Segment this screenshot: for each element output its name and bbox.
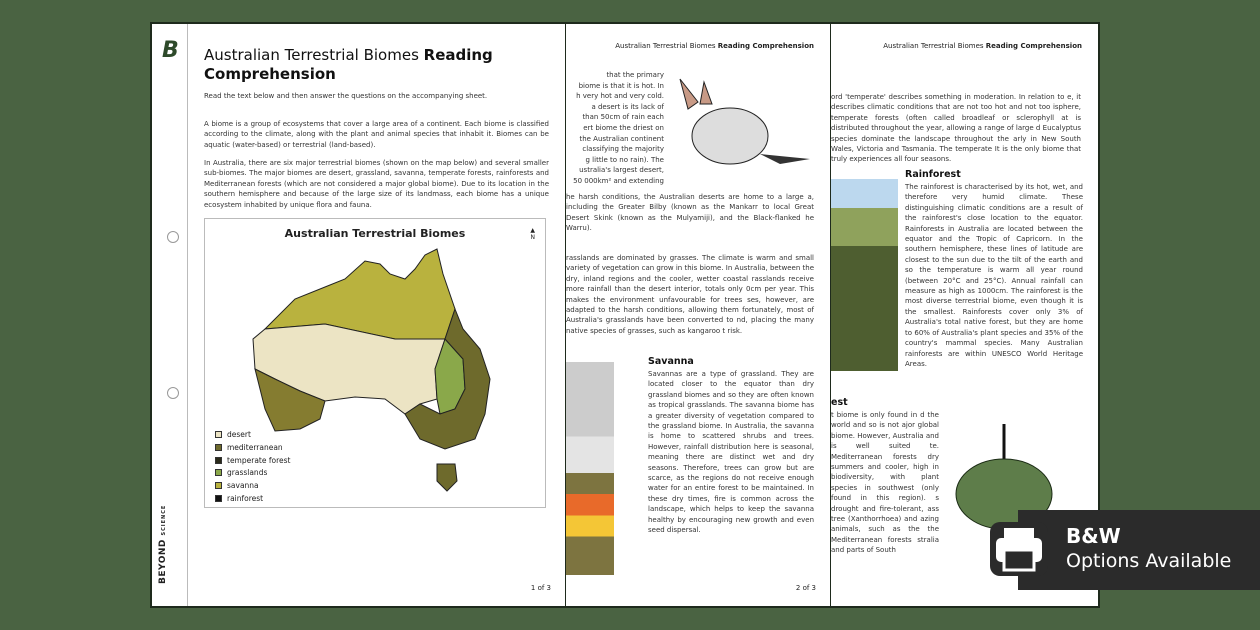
instructions: Read the text below and then answer the questions on the accompanying sheet. xyxy=(204,92,488,100)
biomes-paragraph: In Australia, there are six major terrestrial biomes (shown on the map below) and several smaller sub-biomes. The major biomes are desert, grassland, savanna, temperate forests, rainforests and Mediterranean forests (which are not considered a major global biome). Due to its location in the southern hemisphere and because of the large size of its landmass, each biome has a unique ecosystem inhabited by unique flora and fauna. xyxy=(204,159,549,209)
grassland-text: rasslands are dominated by grasses. The climate is warm and small variety of vegetation can grow in this biome. In Australia, between the dry, inland regions and the cooler, wetter coastal rasslands receive more rainfall than the desert interior, totals only 0cm per year. This makes the environment unfavourable for trees ses, however, are adapted to the harsh conditions, allowing them fortunately, most of Australia's grasslands have been converted to nd, placing the many native species of grasses, such as kangaroo t risk. xyxy=(566,254,814,335)
brand-name: BEYOND SCIENCE xyxy=(158,504,168,584)
page-1 xyxy=(152,24,565,606)
punch-hole xyxy=(167,387,179,399)
printer-icon xyxy=(986,518,1052,580)
page-number: 2 of 3 xyxy=(795,584,816,592)
sidebar xyxy=(152,24,188,606)
bw-options-badge xyxy=(1018,510,1260,590)
region-savanna xyxy=(265,249,455,339)
legend-item: temperate forest xyxy=(215,455,290,468)
desert-text: that the primary biome is that it is hot. In h very hot and very cold. a desert is its lack of than 50cm of rain each ert biome the driest on the Australian continent classifying the majority g little to no rain). The ustralia's largest desert, 50 000km² and extending xyxy=(573,71,664,185)
rainforest-text: The rainforest is characterised by its hot, wet, and therefore very humid climate. These distinguishing climatic conditions are a result of the rainforest's close location to the equator. Rainforests in Australia are located between the equator and the Tropic of Capricorn. In the southern hemisphere, these lines of latitude are closest to the sun due to the tilt of the earth and so the temperature is warm all year round (between 20°C and 25°C). Annual rainfall can measure as high as 1000cm. The rainforest is the most diverse terrestrial biome, even though it is the smallest. Rainforests cover only 3% of Australia's total native forest, but they are home to 60% of Australia's plant species and 35% of the country's mammal species. Many Australian rainforests are within UNESCO World Heritage Areas. xyxy=(905,183,1083,368)
page-title: Australian Terrestrial Biomes Reading Comprehension xyxy=(204,46,493,83)
intro-paragraph: A biome is a group of ecosystems that cover a large area of a continent. Each biome is classified according to the climate, along with the plant and animal species that inhabit it. Biomes can be aquatic (water-based) or terrestrial (land-based). xyxy=(204,120,549,149)
legend-item: rainforest xyxy=(215,493,290,506)
brand-logo: B xyxy=(162,38,179,63)
mediterranean-heading: est xyxy=(831,397,848,408)
map-title: Australian Terrestrial Biomes xyxy=(284,227,466,240)
savanna-section xyxy=(648,356,814,536)
mediterranean-text: t biome is only found in d the world and so is not ajor global biome. However, Australia and is well suited te. Mediterranean forests dry summers and cooler, high in biodiversity, with plant species in southwest (only found in this region). s drought and fire-tolerant, ass tree (Xanthorrhoea) and azing animals, such as the the Mediterranean forests stralia and parts of South xyxy=(831,411,939,555)
rainforest-illustration xyxy=(831,179,898,371)
page-2 xyxy=(566,24,830,606)
page-number: 1 of 3 xyxy=(530,584,551,592)
biome-map xyxy=(204,218,546,508)
page-header: Australian Terrestrial Biomes Reading Comprehension xyxy=(615,42,814,50)
legend-item: desert xyxy=(215,429,290,442)
legend-item: grasslands xyxy=(215,467,290,480)
punch-hole xyxy=(167,231,179,243)
page-header: Australian Terrestrial Biomes Reading Comprehension xyxy=(883,42,1082,50)
savanna-illustration xyxy=(566,362,614,575)
mediterranean-section xyxy=(831,397,939,556)
badge-subtitle: Options Available xyxy=(1066,550,1232,572)
badge-title: B&W xyxy=(1066,524,1121,548)
rainforest-heading: Rainforest xyxy=(905,169,961,180)
savanna-text: Savannas are a type of grassland. They are located closer to the equator than dry grassland biomes and so they are often known as tropical grasslands. The savanna biome has a greater diversity of vegetation compared to the grassland biome. In Australia, the savanna is home to scattered shrubs and trees. However, rainfall distribution here is seasonal, meaning there are distinct wet and dry seasons. Therefore, trees can grow but are scarce, as the regions do not receive enough water for an entire forest to be maintained. In these dry times, fire is common across the landscape, which helps to keep the savanna healthy by encouraging new growth and even seed dispersal. xyxy=(648,370,814,535)
savanna-heading: Savanna xyxy=(648,356,694,367)
north-arrow: ▲ N xyxy=(530,227,535,241)
map-legend xyxy=(215,429,290,506)
legend-item: savanna xyxy=(215,480,290,493)
rainforest-section xyxy=(905,169,1083,369)
bilby-illustration xyxy=(670,74,820,184)
region-tasmania xyxy=(437,464,457,491)
desert-continued: he harsh conditions, the Australian deserts are home to a large a, including the Greater Bilby (known as the Mankarr to local Great Desert Skink (known as the Mulyamiji), and the Black-flanked he Warru). xyxy=(566,193,814,233)
legend-item: mediterranean xyxy=(215,442,290,455)
temperate-text: ord 'temperate' describes something in moderation. In relation to e, it describes climatic conditions that are not too hot and not too isphere, temperate forests (often called broadleaf or sclerophyll at is distributed throughout the year, allowing a range of large d Eucalyptus species dominate the landscape throughout the arly in New South Wales, Victoria and Tasmania. The temperate It is the only biome that truly experiences all four seasons. xyxy=(831,93,1081,164)
